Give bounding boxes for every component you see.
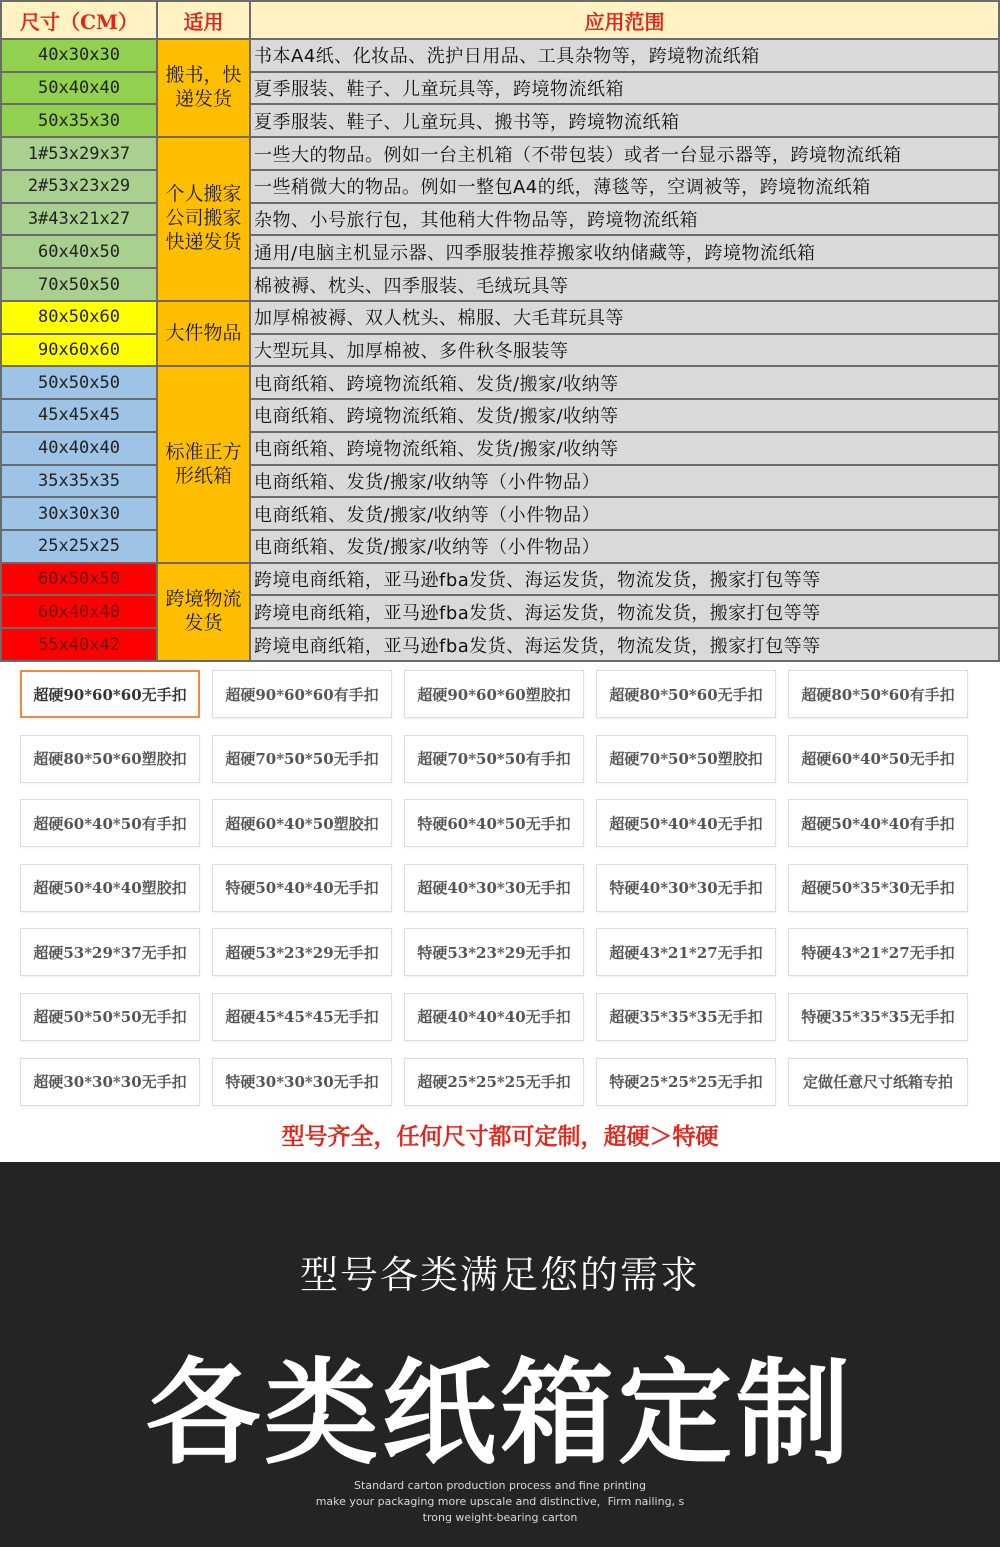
range-cell: 书本A4纸、化妆品、洗护日用品、工具杂物等，跨境物流纸箱 (250, 39, 999, 72)
size-cell: 35x35x35 (1, 465, 157, 498)
model-option-button[interactable]: 超硬70*50*50无手扣 (212, 735, 392, 783)
model-option-button[interactable]: 超硬90*60*60塑胶扣 (404, 670, 584, 718)
table-row (1, 235, 999, 268)
size-cell: 30x30x30 (1, 497, 157, 530)
range-cell: 电商纸箱、跨境物流纸箱、发货/搬家/收纳等 (250, 432, 999, 465)
size-cell: 1#53x29x37 (1, 137, 157, 170)
table-row (1, 334, 999, 367)
banner-english-line: make your packaging more upscale and distinctive，Firm nailing, s (315, 1495, 685, 1508)
size-cell: 40x40x40 (1, 432, 157, 465)
size-cell: 50x50x50 (1, 366, 157, 399)
use-cell: 大件物品 (157, 301, 250, 366)
range-cell: 跨境电商纸箱，亚马逊fba发货、海运发货，物流发货，搬家打包等等 (250, 595, 999, 628)
model-option-button[interactable]: 特硬40*30*30无手扣 (596, 864, 776, 912)
model-selector (0, 662, 1000, 1162)
model-option-button[interactable]: 超硬40*30*30无手扣 (404, 864, 584, 912)
table-row (1, 137, 999, 170)
model-option-button[interactable]: 特硬25*25*25无手扣 (596, 1058, 776, 1106)
model-option-button[interactable]: 超硬90*60*60有手扣 (212, 670, 392, 718)
size-cell: 60x40x50 (1, 235, 157, 268)
range-cell: 夏季服装、鞋子、儿童玩具、搬书等，跨境物流纸箱 (250, 104, 999, 137)
range-cell: 电商纸箱、发货/搬家/收纳等（小件物品） (250, 465, 999, 498)
model-option-button[interactable]: 超硬50*40*40有手扣 (788, 799, 968, 847)
model-option-button[interactable]: 超硬90*60*60无手扣 (20, 670, 200, 718)
table-row (1, 39, 999, 72)
range-cell: 电商纸箱、发货/搬家/收纳等（小件物品） (250, 497, 999, 530)
size-table (0, 0, 1000, 662)
use-cell: 搬书，快递发货 (157, 39, 250, 137)
size-cell: 40x30x30 (1, 39, 157, 72)
model-option-button[interactable]: 特硬50*40*40无手扣 (212, 864, 392, 912)
model-option-button[interactable]: 特硬60*40*50无手扣 (404, 799, 584, 847)
model-option-button[interactable]: 特硬53*23*29无手扣 (404, 928, 584, 976)
range-cell: 大型玩具、加厚棉被、多件秋冬服装等 (250, 334, 999, 367)
table-row (1, 301, 999, 334)
model-option-button[interactable]: 超硬25*25*25无手扣 (404, 1058, 584, 1106)
table-row (1, 170, 999, 203)
size-cell: 60x40x40 (1, 595, 157, 628)
banner-subtitle: 型号各类满足您的需求 (299, 1253, 700, 1297)
model-option-button[interactable]: 超硬60*40*50有手扣 (20, 799, 200, 847)
use-cell: 跨境物流发货 (157, 563, 250, 661)
banner-title: 各类纸箱定制 (145, 1347, 854, 1480)
size-cell: 90x60x60 (1, 334, 157, 367)
table-body (1, 39, 999, 661)
model-option-button[interactable]: 超硬50*40*40塑胶扣 (20, 864, 200, 912)
model-option-button[interactable]: 特硬30*30*30无手扣 (212, 1058, 392, 1106)
model-option-button[interactable]: 超硬70*50*50塑胶扣 (596, 735, 776, 783)
model-option-button[interactable]: 超硬45*45*45无手扣 (212, 993, 392, 1041)
range-cell: 一些大的物品。例如一台主机箱（不带包装）或者一台显示器等，跨境物流纸箱 (250, 137, 999, 170)
model-option-button[interactable]: 超硬53*23*29无手扣 (212, 928, 392, 976)
model-option-button[interactable]: 特硬35*35*35无手扣 (788, 993, 968, 1041)
header-size: 尺寸（CM） (1, 1, 157, 39)
model-option-button[interactable]: 超硬35*35*35无手扣 (596, 993, 776, 1041)
table-row (1, 399, 999, 432)
range-cell: 通用/电脑主机显示器、四季服装推荐搬家收纳储藏等，跨境物流纸箱 (250, 235, 999, 268)
range-cell: 电商纸箱、跨境物流纸箱、发货/搬家/收纳等 (250, 399, 999, 432)
table-row (1, 203, 999, 236)
range-cell: 电商纸箱、发货/搬家/收纳等（小件物品） (250, 530, 999, 563)
size-cell: 3#43x21x27 (1, 203, 157, 236)
range-cell: 跨境电商纸箱，亚马逊fba发货、海运发货，物流发货，搬家打包等等 (250, 628, 999, 661)
model-option-button[interactable]: 超硬50*40*40无手扣 (596, 799, 776, 847)
size-cell: 55x40x42 (1, 628, 157, 661)
table-row (1, 72, 999, 105)
model-option-button[interactable]: 超硬80*50*60塑胶扣 (20, 735, 200, 783)
banner-english-line: trong weight-bearing carton (422, 1511, 578, 1524)
size-cell: 45x45x45 (1, 399, 157, 432)
range-cell: 电商纸箱、跨境物流纸箱、发货/搬家/收纳等 (250, 366, 999, 399)
table-row (1, 563, 999, 596)
model-option-button[interactable]: 超硬50*50*50无手扣 (20, 993, 200, 1041)
size-cell: 60x50x50 (1, 563, 157, 596)
size-cell: 2#53x23x29 (1, 170, 157, 203)
size-cell: 25x25x25 (1, 530, 157, 563)
table-row (1, 628, 999, 661)
model-option-button[interactable]: 特硬43*21*27无手扣 (788, 928, 968, 976)
table-row (1, 497, 999, 530)
table-row (1, 432, 999, 465)
size-cell: 70x50x50 (1, 268, 157, 301)
range-cell: 夏季服装、鞋子、儿童玩具等，跨境物流纸箱 (250, 72, 999, 105)
size-cell: 50x35x30 (1, 104, 157, 137)
range-cell: 跨境电商纸箱，亚马逊fba发货、海运发货，物流发货，搬家打包等等 (250, 563, 999, 596)
table-header-row (1, 1, 999, 39)
model-option-button[interactable]: 超硬53*29*37无手扣 (20, 928, 200, 976)
table-row (1, 465, 999, 498)
table-row (1, 530, 999, 563)
model-option-button[interactable]: 定做任意尺寸纸箱专拍 (788, 1058, 968, 1106)
table-row (1, 595, 999, 628)
table-row (1, 366, 999, 399)
model-option-button[interactable]: 超硬30*30*30无手扣 (20, 1058, 200, 1106)
table-row (1, 104, 999, 137)
header-range: 应用范围 (250, 1, 999, 39)
model-option-button[interactable]: 超硬40*40*40无手扣 (404, 993, 584, 1041)
size-cell: 80x50x60 (1, 301, 157, 334)
model-tagline: 型号齐全，任何尺寸都可定制，超硬＞特硬 (281, 1124, 719, 1150)
model-option-button[interactable]: 超硬60*40*50无手扣 (788, 735, 968, 783)
model-option-button[interactable]: 超硬70*50*50有手扣 (404, 735, 584, 783)
table-row (1, 268, 999, 301)
model-option-button[interactable]: 超硬60*40*50塑胶扣 (212, 799, 392, 847)
promo-banner (0, 1162, 1000, 1547)
size-cell: 50x40x40 (1, 72, 157, 105)
model-grid (20, 670, 972, 1122)
model-option-button[interactable]: 超硬43*21*27无手扣 (596, 928, 776, 976)
range-cell: 棉被褥、枕头、四季服装、毛绒玩具等 (250, 268, 999, 301)
use-cell: 个人搬家公司搬家快递发货 (157, 137, 250, 301)
range-cell: 一些稍微大的物品。例如一整包A4的纸，薄毯等，空调被等，跨境物流纸箱 (250, 170, 999, 203)
banner-english-line: Standard carton production process and fine printing (354, 1479, 646, 1492)
range-cell: 杂物、小号旅行包，其他稍大件物品等，跨境物流纸箱 (250, 203, 999, 236)
model-option-button[interactable]: 超硬80*50*60有手扣 (788, 670, 968, 718)
banner-english-text (0, 1478, 1000, 1526)
range-cell: 加厚棉被褥、双人枕头、棉服、大毛茸玩具等 (250, 301, 999, 334)
model-option-button[interactable]: 超硬80*50*60无手扣 (596, 670, 776, 718)
model-option-button[interactable]: 超硬50*35*30无手扣 (788, 864, 968, 912)
header-use: 适用 (157, 1, 250, 39)
use-cell: 标准正方形纸箱 (157, 366, 250, 562)
